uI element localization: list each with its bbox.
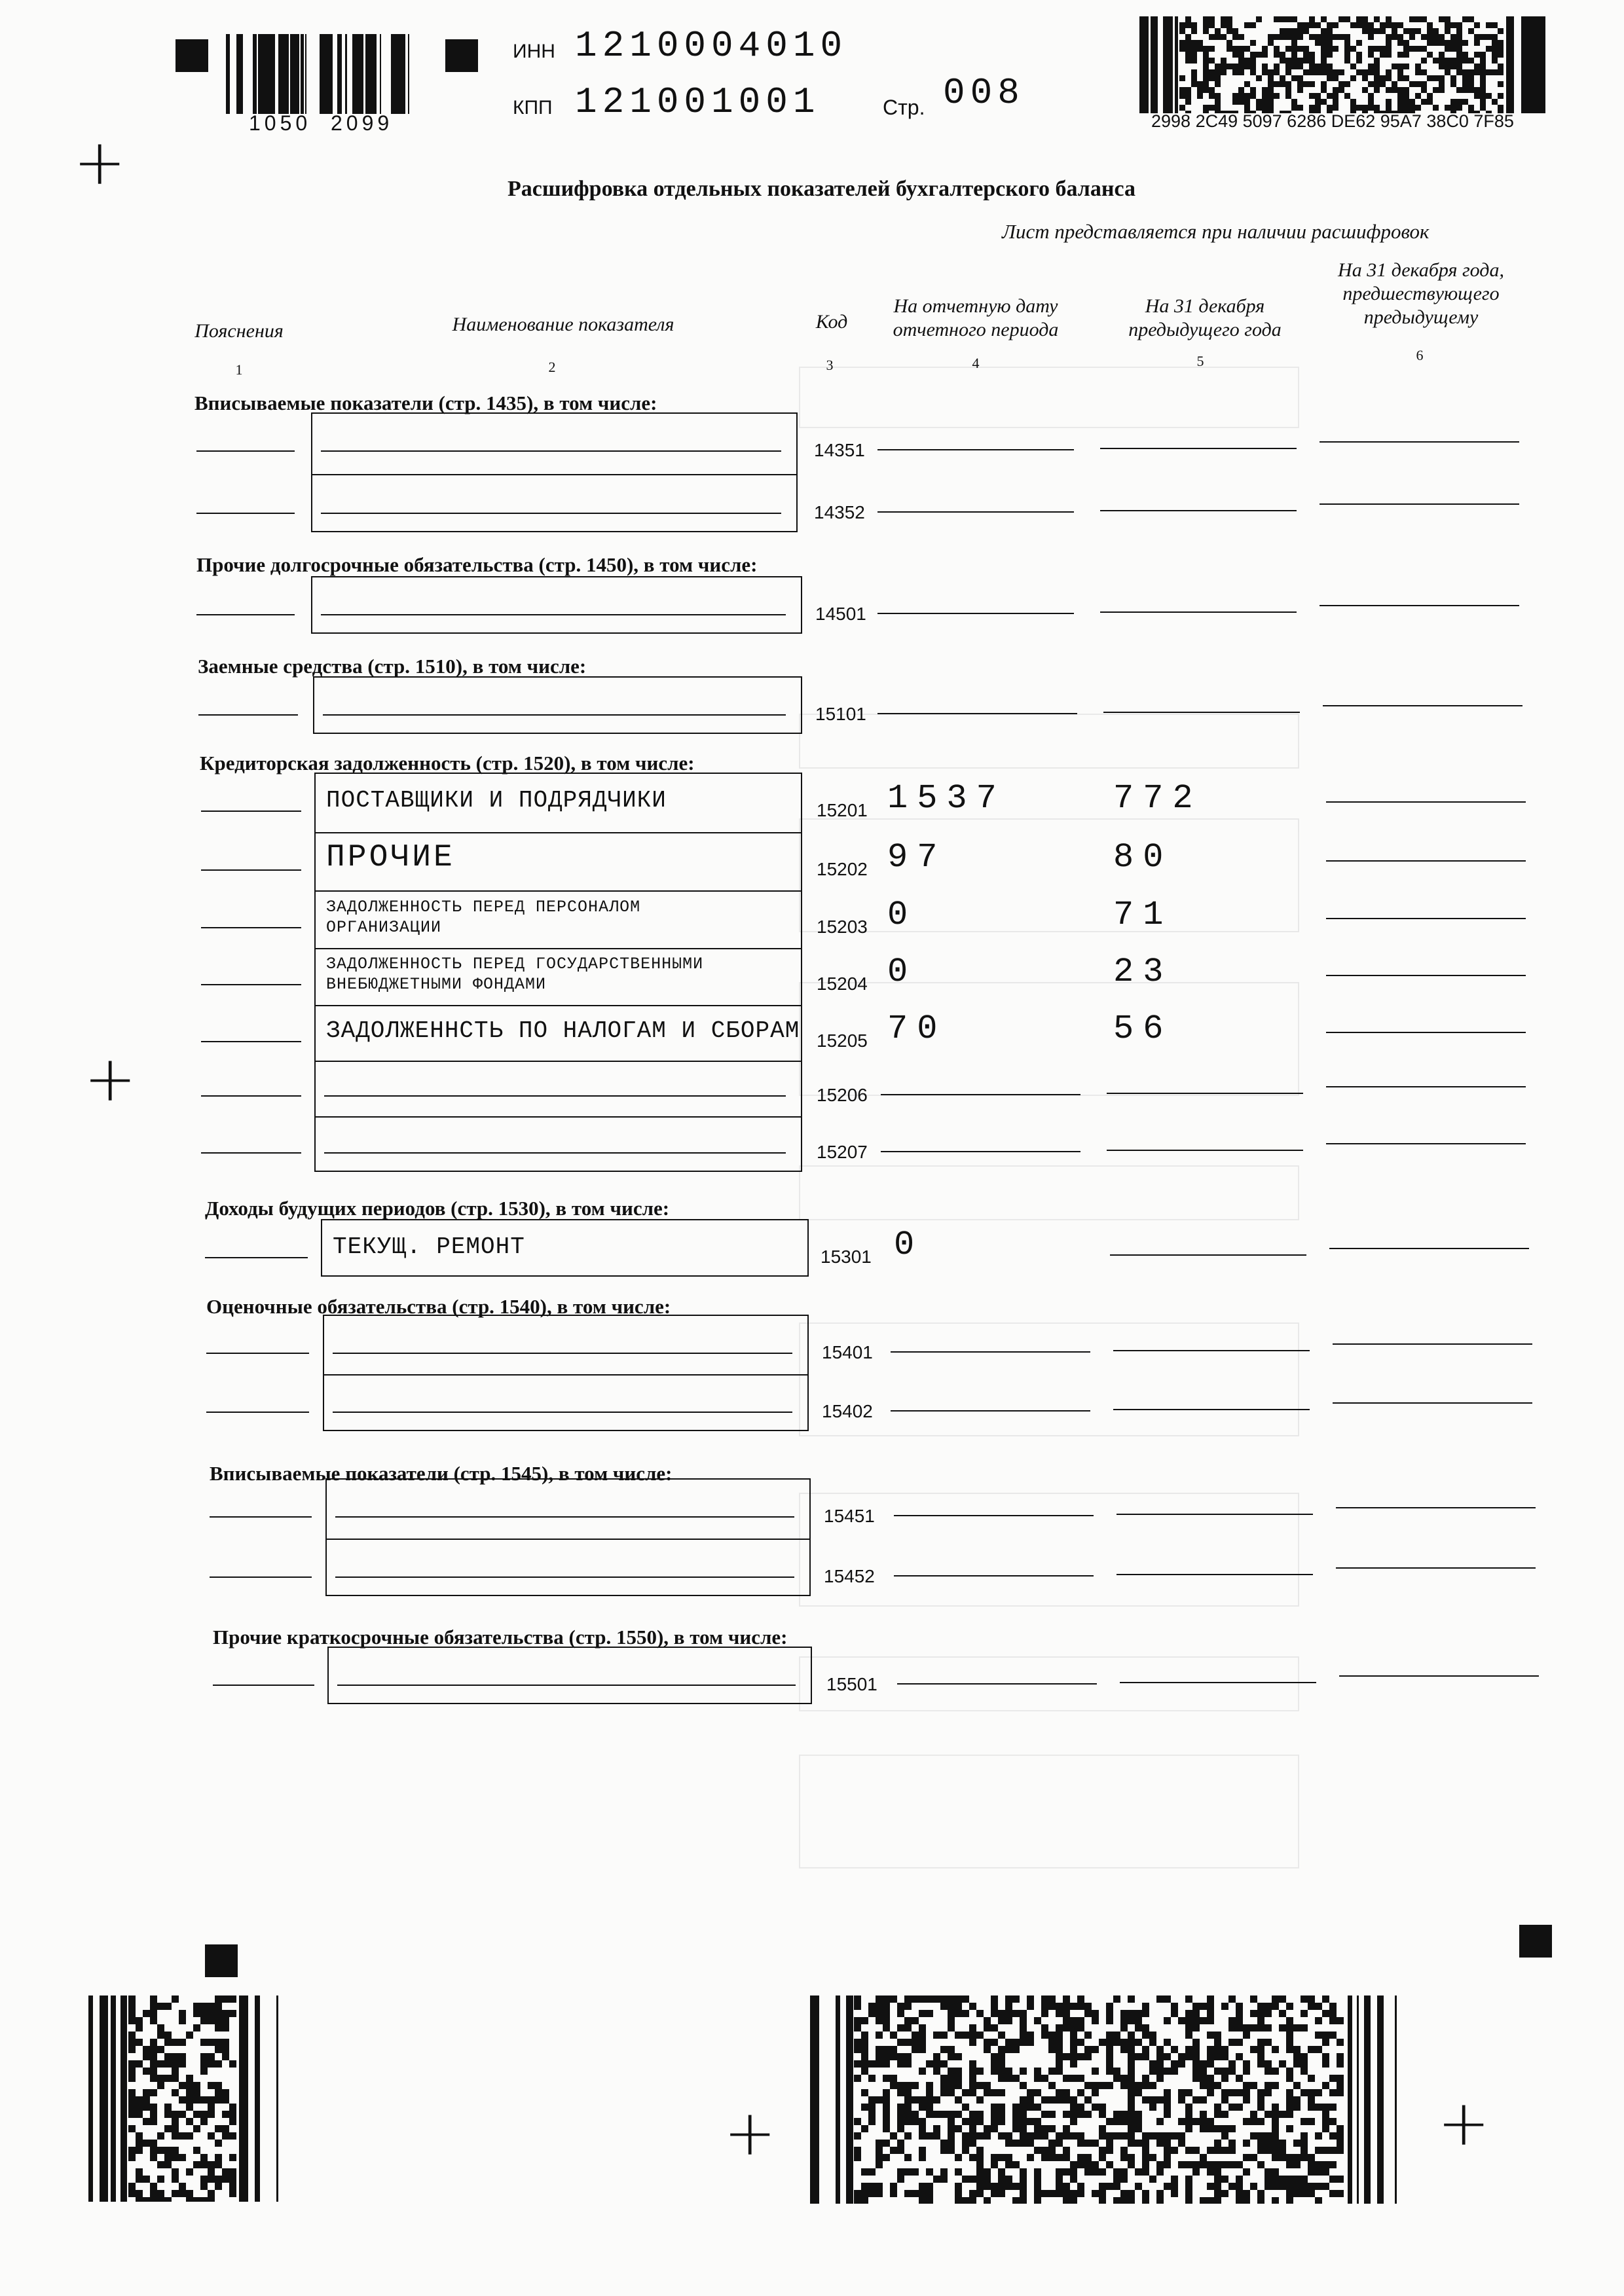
name-box-group <box>313 676 802 734</box>
row-separator <box>323 1374 809 1376</box>
explanation-field[interactable] <box>201 1152 301 1154</box>
value-prev-year-field[interactable] <box>1116 1574 1313 1575</box>
indicator-name[interactable]: ЗАДОЛЖЕННСТЬ ПО НАЛОГАМ И СБОРАМ <box>326 1017 800 1044</box>
indicator-name[interactable]: ЗАДОЛЖЕННОСТЬ ПЕРЕД ПЕРСОНАЛОМ ОРГАНИЗАЦИИ <box>326 898 641 938</box>
value-prev-year-field[interactable] <box>1116 1514 1313 1515</box>
row-code: 15452 <box>824 1566 875 1586</box>
value-year-before-prev-field[interactable] <box>1336 1567 1536 1569</box>
value-prev-year-field[interactable] <box>1110 1254 1306 1256</box>
section-title: Прочие долгосрочные обязательства (стр. 1450), в том числе: <box>196 553 758 576</box>
row-separator <box>314 890 802 892</box>
row-code: 15206 <box>817 1085 868 1105</box>
column-number: 5 <box>1196 353 1204 369</box>
indicator-name-field[interactable] <box>333 1353 792 1354</box>
indicator-name-field[interactable] <box>337 1685 796 1686</box>
value-prev-year-field[interactable] <box>1100 510 1297 511</box>
value-prev-year[interactable]: 71 <box>1113 896 1173 934</box>
value-year-before-prev-field[interactable] <box>1329 1248 1529 1249</box>
explanation-field[interactable] <box>201 984 301 985</box>
page-title: Расшифровка отдельных показателей бухгалтерского баланса <box>507 177 1135 201</box>
corner-marker-top-center <box>445 39 478 72</box>
explanation-field[interactable] <box>210 1516 312 1518</box>
value-reporting-date[interactable]: 97 <box>887 838 947 877</box>
value-prev-year-field[interactable] <box>1103 712 1300 713</box>
explanation-field[interactable] <box>196 450 295 452</box>
value-reporting-date[interactable]: 0 <box>887 896 917 934</box>
value-reporting-date-field[interactable] <box>894 1575 1094 1576</box>
value-reporting-date-field[interactable] <box>877 713 1077 714</box>
section-title: Вписываемые показатели (стр. 1435), в том числе: <box>194 392 657 414</box>
indicator-name-field[interactable] <box>324 1095 786 1097</box>
column-number: 2 <box>548 359 556 375</box>
row-code: 14351 <box>814 440 865 460</box>
value-reporting-date-field[interactable] <box>881 1151 1080 1152</box>
value-year-before-prev-field[interactable] <box>1333 1343 1532 1345</box>
value-year-before-prev-field[interactable] <box>1326 801 1526 803</box>
column-header-year-before-prev: На 31 декабря года, предшествующего предыдущему <box>1338 259 1504 328</box>
indicator-name-field[interactable] <box>321 614 786 615</box>
row-separator <box>314 832 802 833</box>
value-prev-year-field[interactable] <box>1107 1093 1303 1094</box>
value-reporting-date[interactable]: 0 <box>887 953 917 991</box>
value-year-before-prev-field[interactable] <box>1326 1143 1526 1144</box>
kpp-value: 121001001 <box>575 81 821 123</box>
value-reporting-date-field[interactable] <box>894 1515 1094 1516</box>
barcode-top-right <box>1139 16 1545 113</box>
row-code: 15201 <box>817 800 868 820</box>
row-separator <box>325 1539 811 1540</box>
explanation-field[interactable] <box>213 1685 314 1686</box>
value-year-before-prev-field[interactable] <box>1320 605 1519 606</box>
barcode-top-left <box>226 34 409 114</box>
explanation-field[interactable] <box>201 869 301 871</box>
value-prev-year[interactable]: 772 <box>1113 779 1202 818</box>
indicator-name[interactable]: ЗАДОЛЖЕННОСТЬ ПЕРЕД ГОСУДАРСТВЕННЫМИ ВНЕБЮДЖЕТНЫМИ ФОНДАМИ <box>326 955 704 994</box>
value-prev-year[interactable]: 23 <box>1113 953 1173 991</box>
page-label: Стр. <box>883 96 925 119</box>
column-header-prev-year: На 31 декабря предыдущего года <box>1128 295 1282 340</box>
value-year-before-prev-field[interactable] <box>1326 1086 1526 1087</box>
barcode-number: 1050 2099 <box>249 111 394 135</box>
value-prev-year-field[interactable] <box>1113 1409 1310 1410</box>
kpp-label: КПП <box>513 97 553 118</box>
row-code: 15101 <box>815 704 866 724</box>
row-separator <box>314 1116 802 1118</box>
explanation-field[interactable] <box>201 1095 301 1097</box>
explanation-field[interactable] <box>201 927 301 928</box>
column-number: 4 <box>972 355 980 371</box>
value-reporting-date[interactable]: 0 <box>894 1226 924 1264</box>
value-reporting-date-field[interactable] <box>877 511 1074 513</box>
value-year-before-prev-field[interactable] <box>1326 918 1526 919</box>
page-subtitle: Лист представляется при наличии расшифровок <box>1002 220 1430 243</box>
indicator-name[interactable]: ТЕКУЩ. РЕМОНТ <box>333 1233 525 1260</box>
column-header-code: Код <box>815 311 848 333</box>
row-code: 15205 <box>817 1030 868 1051</box>
value-reporting-date-field[interactable] <box>881 1094 1080 1095</box>
indicator-name[interactable]: ПРОЧИЕ <box>326 840 455 875</box>
barcode-bottom-right <box>807 1995 1397 2204</box>
section-title: Прочие краткосрочные обязательства (стр. 1550), в том числе: <box>213 1626 788 1649</box>
name-box-group <box>327 1647 812 1704</box>
indicator-name-field[interactable] <box>321 450 781 452</box>
registration-cross-icon: + <box>73 126 126 199</box>
inn-value: 1210004010 <box>575 25 848 67</box>
value-prev-year-field[interactable] <box>1107 1150 1303 1151</box>
explanation-field[interactable] <box>205 1257 308 1258</box>
value-year-before-prev-field[interactable] <box>1320 503 1519 505</box>
value-year-before-prev-field[interactable] <box>1339 1675 1539 1677</box>
value-reporting-date-field[interactable] <box>891 1410 1090 1412</box>
value-reporting-date[interactable]: 70 <box>887 1010 947 1048</box>
indicator-name-field[interactable] <box>323 714 786 716</box>
value-year-before-prev-field[interactable] <box>1326 860 1526 862</box>
row-code: 15401 <box>822 1342 873 1362</box>
row-code: 15451 <box>824 1506 875 1526</box>
registration-cross-icon: + <box>1437 2086 1490 2160</box>
row-separator <box>314 948 802 949</box>
section-title: Кредиторская задолженность (стр. 1520), в том числе: <box>200 752 695 774</box>
corner-marker-bottom-right <box>1519 1925 1552 1958</box>
value-reporting-date-field[interactable] <box>891 1351 1090 1353</box>
row-code: 14352 <box>814 502 865 522</box>
column-number: 1 <box>235 361 243 378</box>
registration-cross-icon: + <box>724 2096 777 2170</box>
value-reporting-date-field[interactable] <box>877 613 1074 614</box>
barcode-bottom-left <box>88 1995 278 2202</box>
name-box-group <box>311 576 802 634</box>
value-prev-year-field[interactable] <box>1100 448 1297 449</box>
registration-cross-icon: + <box>84 1042 137 1116</box>
value-prev-year-field[interactable] <box>1100 611 1297 613</box>
explanation-field[interactable] <box>196 513 295 514</box>
value-year-before-prev-field[interactable] <box>1336 1507 1536 1508</box>
row-code: 15402 <box>822 1401 873 1421</box>
column-header-reporting-date: На отчетную дату отчетного периода <box>893 295 1059 340</box>
explanation-field[interactable] <box>206 1412 309 1413</box>
section-title: Доходы будущих периодов (стр. 1530), в том числе: <box>205 1197 670 1220</box>
value-reporting-date-field[interactable] <box>897 1683 1097 1685</box>
corner-marker-top-left <box>175 39 208 72</box>
value-reporting-date[interactable]: 1537 <box>887 779 1006 818</box>
indicator-name-field[interactable] <box>324 1152 786 1154</box>
row-separator <box>314 1005 802 1006</box>
column-number: 3 <box>826 357 834 373</box>
indicator-name-field[interactable] <box>321 513 781 514</box>
inn-label: ИНН <box>513 41 555 62</box>
explanation-field[interactable] <box>210 1576 312 1578</box>
row-code: 15207 <box>817 1142 868 1162</box>
section-title: Заемные средства (стр. 1510), в том числе: <box>198 655 587 678</box>
value-year-before-prev-field[interactable] <box>1320 441 1519 443</box>
indicator-name-field[interactable] <box>333 1412 792 1413</box>
section-title: Оценочные обязательства (стр. 1540), в том числе: <box>206 1295 671 1318</box>
value-prev-year[interactable]: 80 <box>1113 838 1173 877</box>
row-code: 15202 <box>817 859 868 879</box>
row-separator <box>311 474 798 475</box>
value-year-before-prev-field[interactable] <box>1326 1032 1526 1033</box>
value-prev-year[interactable]: 56 <box>1113 1010 1173 1048</box>
explanation-field[interactable] <box>196 614 295 615</box>
value-year-before-prev-field[interactable] <box>1333 1402 1532 1404</box>
explanation-field[interactable] <box>201 811 301 812</box>
row-separator <box>314 1061 802 1062</box>
name-box-group <box>311 412 798 532</box>
indicator-name-field[interactable] <box>335 1516 794 1518</box>
row-code: 15501 <box>826 1674 877 1694</box>
name-box-group <box>323 1315 809 1431</box>
row-code: 14501 <box>815 604 866 624</box>
corner-marker-bottom-left <box>205 1944 238 1977</box>
row-code: 15203 <box>817 917 868 937</box>
section-title: Вписываемые показатели (стр. 1545), в том числе: <box>210 1462 673 1485</box>
explanation-field[interactable] <box>198 714 298 716</box>
page-value: 008 <box>943 72 1025 114</box>
column-number: 6 <box>1416 347 1424 363</box>
indicator-name[interactable]: ПОСТАВЩИКИ И ПОДРЯДЧИКИ <box>326 787 667 814</box>
name-box-group <box>325 1478 811 1596</box>
value-year-before-prev-field[interactable] <box>1323 705 1522 706</box>
row-code: 15204 <box>817 974 868 994</box>
value-year-before-prev-field[interactable] <box>1326 975 1526 976</box>
value-prev-year-field[interactable] <box>1120 1682 1316 1683</box>
column-header-explanations: Пояснения <box>194 320 284 342</box>
value-reporting-date-field[interactable] <box>877 449 1074 450</box>
explanation-field[interactable] <box>206 1353 309 1354</box>
column-header-name: Наименование показателя <box>452 314 674 335</box>
indicator-name-field[interactable] <box>335 1576 794 1578</box>
explanation-field[interactable] <box>201 1041 301 1042</box>
barcode-code: 2998 2C49 5097 6286 DE62 95A7 38C0 7F85 <box>1151 111 1514 131</box>
row-code: 15301 <box>821 1247 872 1267</box>
value-prev-year-field[interactable] <box>1113 1350 1310 1351</box>
